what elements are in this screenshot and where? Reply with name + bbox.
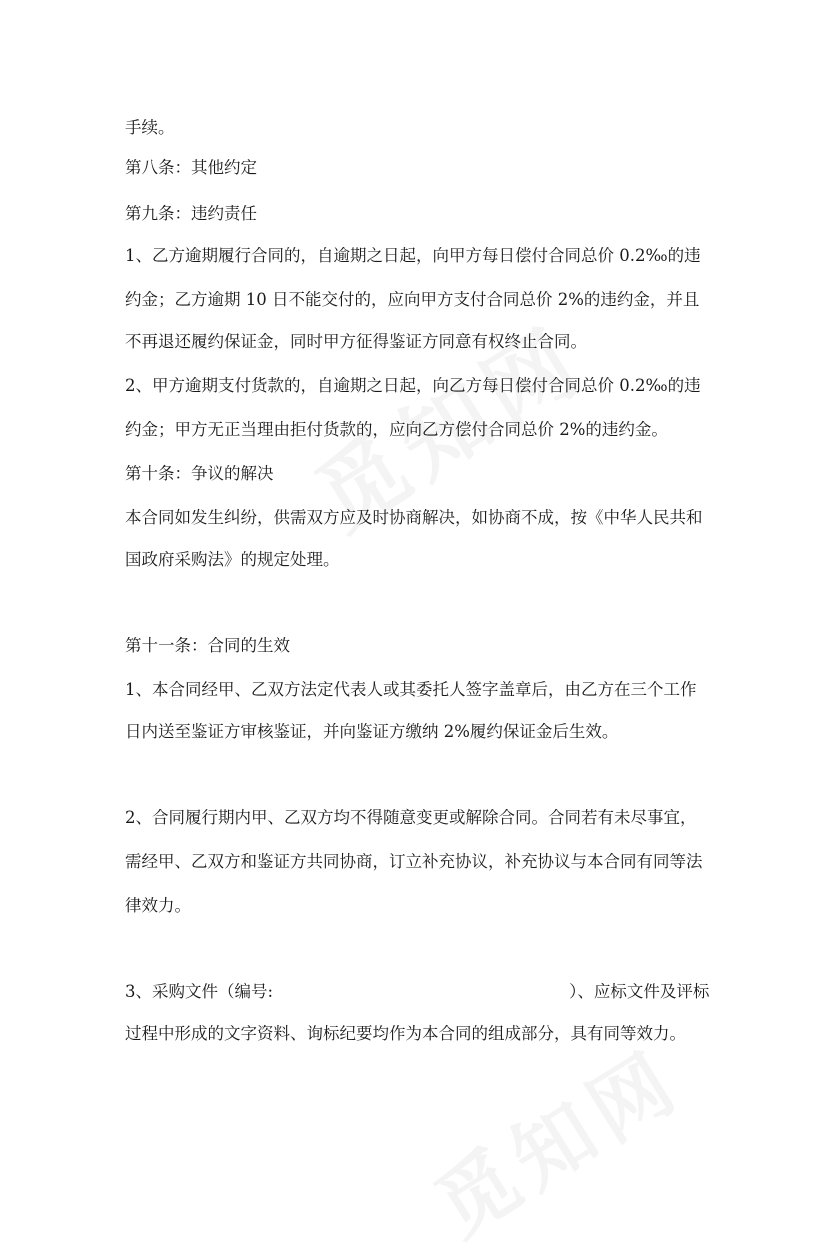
paragraph-line: 本合同如发生纠纷，供需双方应及时协商解决，如协商不成，按《中华人民共和 xyxy=(125,508,703,527)
article-8-heading: 第八条：其他约定 xyxy=(125,158,257,177)
paragraph-line: 过程中形成的文字资料、询标纪要均作为本合同的组成部分，具有同等效力。 xyxy=(125,1024,686,1043)
paragraph-line: 2、合同履行期内甲、乙双方均不得随意变更或解除合同。合同若有未尽事宜， xyxy=(125,808,697,827)
paragraph-line: 2、甲方逾期支付货款的，自逾期之日起，向乙方每日偿付合同总价 0.2‰的违 xyxy=(125,376,701,395)
paragraph-line: 约金；乙方逾期 10 日不能交付的，应向甲方支付合同总价 2%的违约金，并且 xyxy=(125,290,700,309)
paragraph-line: 国政府采购法》的规定处理。 xyxy=(125,550,340,569)
procurement-file-suffix: ）、应标文件及评标 xyxy=(569,982,710,1001)
paragraph-line: 1、乙方逾期履行合同的，自逾期之日起，向甲方每日偿付合同总价 0.2‰的违 xyxy=(125,246,701,265)
paragraph-line: 不再退还履约保证金，同时甲方征得鉴证方同意有权终止合同。 xyxy=(125,332,587,351)
article-9-heading: 第九条：违约责任 xyxy=(125,204,257,223)
paragraph-line xyxy=(125,980,709,1004)
article-10-heading: 第十条：争议的解决 xyxy=(125,464,274,483)
article-11-heading: 第十一条：合同的生效 xyxy=(125,636,290,655)
paragraph-line: 律效力。 xyxy=(125,896,191,915)
paragraph-line: 需经甲、乙双方和鉴证方共同协商，订立补充协议，补充协议与本合同有同等法 xyxy=(125,852,703,871)
paragraph-line: 1、本合同经甲、乙双方法定代表人或其委托人签字盖章后，由乙方在三个工作 xyxy=(125,680,697,699)
paragraph-line: 约金；甲方无正当理由拒付货款的，应向乙方偿付合同总价 2%的违约金。 xyxy=(125,420,668,439)
watermark-bottom xyxy=(410,1017,700,1258)
procurement-file-label: 3、采购文件（编号: xyxy=(125,982,274,1001)
paragraph-line: 手续。 xyxy=(125,118,175,137)
paragraph-line: 日内送至鉴证方审核鉴证，并向鉴证方缴纳 2%履约保证金后生效。 xyxy=(125,722,619,741)
